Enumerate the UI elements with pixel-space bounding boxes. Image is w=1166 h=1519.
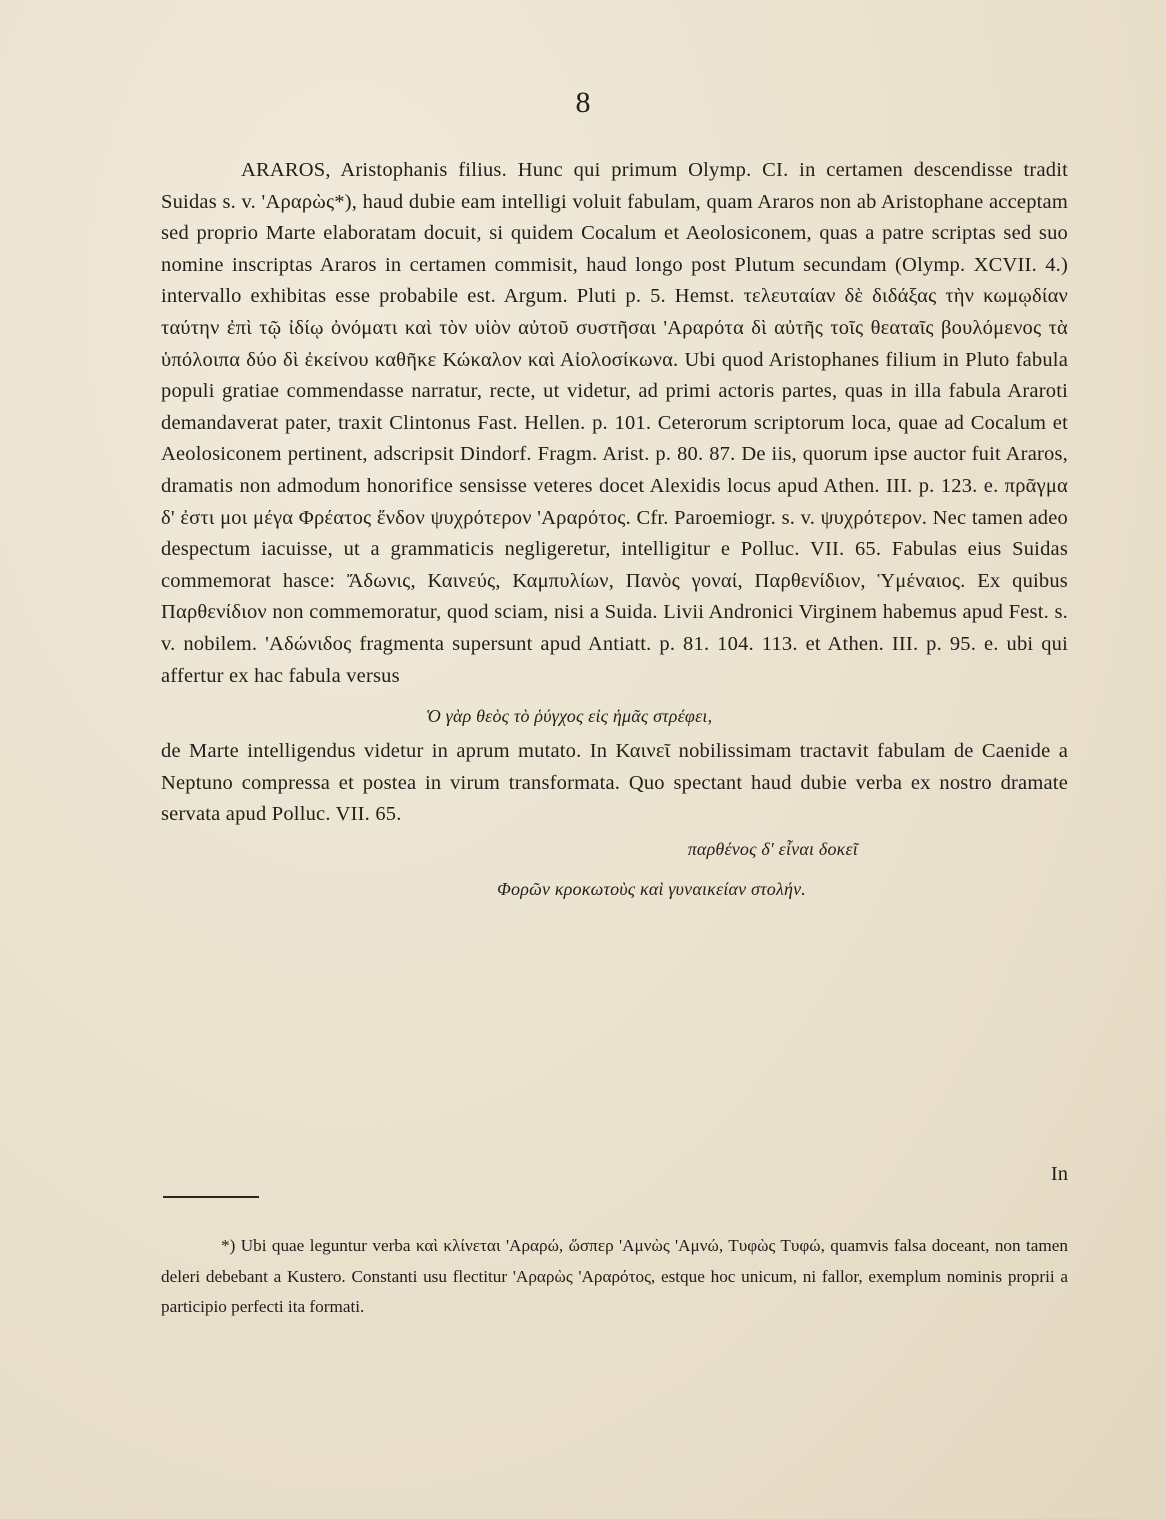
catchword: In [1050, 1163, 1068, 1185]
footnote [161, 1231, 1068, 1323]
verse-quote-1: Ὁ γὰρ θεὸς τὸ ῥύγχος εἰς ἡμᾶς στρέφει, [426, 706, 713, 727]
main-text [161, 155, 1068, 909]
footnote-text: *) Ubi quae leguntur verba καὶ κλίνεται 'Αραρώ, ὥσπερ 'Αμνὼς 'Αμνώ, Τυφὼς Τυφώ, quamvis falsa doceant, non tamen deleri debebant a Kustero. Constanti usu flectitur 'Αραρὼς 'Αραρότος, estque hoc unicum, ni fallor, exemplum nominis proprii a participio perfecti ita formati. [161, 1236, 1068, 1316]
body-paragraph: ARAROS, Aristophanis filius. Hunc qui primum Olymp. CI. in certamen descendisse tradit Suidas s. v. 'Αραρὼς*), haud dubie eam intelligi voluit fabulam, quam Araros non ab Aristophane acceptam sed proprio Marte elaboratam docuit, si quidem Cocalum et Aeolosiconem, quas a patre scriptas sed suo nomine inscriptas Araros in certamen commisit, haud longo post Plutum secundam (Olymp. XCVII. 4.) intervallo exhibitas esse probabile est. Argum. Pluti p. 5. Hemst. τελευταίαν δὲ διδάξας τὴν κωμῳδίαν ταύτην ἐπὶ τῷ ἰδίῳ ὀνόματι καὶ τὸν υἱὸν αὐτοῦ συστῆσαι 'Αραρότα δὶ αὐτῆς τοῖς θεαταῖς βουλόμενος τὰ ὑπόλοιπα δύο δὶ ἐκείνου καθῆκε Κώκαλον καὶ Αἰολοσίκωνα. Ubi quod Aristophanes filium in Pluto fabula populi gratiae commendasse narratur, recte, ut videtur, ad primi actoris partes, quas in illa fabula Araroti demandaverat pater, traxit Clintonus Fast. Hellen. p. 101. Ceterorum scriptorum loca, quae ad Cocalum et Aeolosiconem pertinent, adscripsit Dindorf. Fragm. Arist. p. 80. 87. De iis, quorum ipse auctor fuit Araros, dramatis non admodum honorifice sensisse veteres docet Alexidis locus apud Athen. III. p. 123. e. πρᾶγμα δ' ἐστι μοι μέγα Φρέατος ἔνδον ψυχρότερον 'Αραρότος. Cfr. Paroemiogr. s. v. ψυχρότερον. Nec tamen adeo despectum iacuisse, ut a grammaticis negligeretur, intelligitur e Polluc. VII. 65. Fabulas eius Suidas commemorat hasce: Ἄδωνις, Καινεύς, Καμπυλίων, Πανὸς γοναί, Παρθενίδιον, Ὑμέναιος. Ex quibus Παρθενίδιον non commemoratur, quod sciam, nisi a Suida. Livii Andronici Virginem habemus apud Fest. s. v. nobilem. 'Αδώνιδος fragmenta supersunt apud Antiatt. p. 81. 104. 113. et Athen. III. p. 95. e. ubi qui affertur ex hac fabula versus [161, 159, 1068, 687]
page-number: 8 [575, 86, 591, 119]
verse-quote-2: παρθένος δ' εἶναι δοκεῖ [687, 838, 858, 859]
footnote-divider [163, 1196, 259, 1198]
body-paragraph-2: de Marte intelligendus videtur in aprum mutato. In Καινεῖ nobilissimam tractavit fabulam de Caenide a Neptuno compressa et postea in virum transformata. Quo spectant haud dubie verba ex nostro dramate servata apud Polluc. VII. 65. [161, 740, 1068, 826]
verse-quote-3: Φορῶν κροκωτοὺς καὶ γυναικείαν στολήν. [497, 878, 806, 899]
